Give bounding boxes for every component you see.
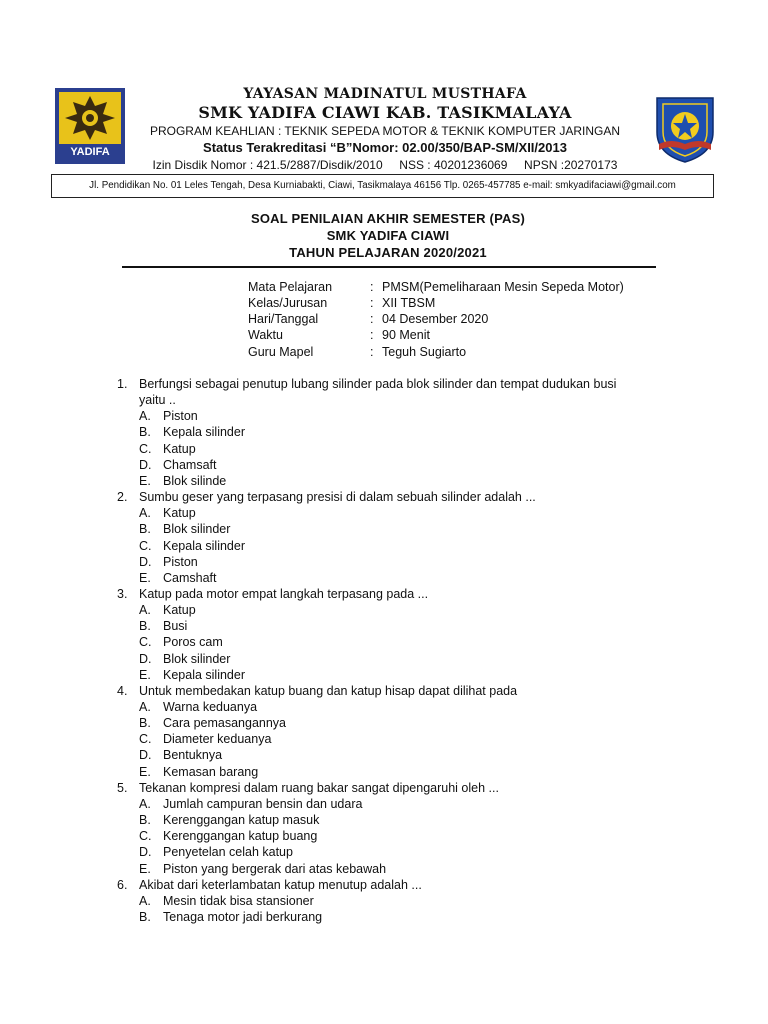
option-text: Bentuknya — [163, 748, 223, 763]
option-text: Tenaga motor jadi berkurang — [163, 909, 323, 924]
info-value: 04 Desember 2020 — [382, 312, 489, 326]
option-letter: D. — [139, 748, 152, 763]
option-letter: B. — [139, 619, 151, 634]
option-text: Katup — [163, 506, 196, 521]
permit-line: Izin Disdik Nomor : 421.5/2887/Disdik/2010 NSS : 40201236069 NPSN :20270173 — [152, 158, 618, 172]
exam-year: TAHUN PELAJARAN 2020/2021 — [289, 245, 487, 260]
option-letter: C. — [139, 829, 152, 844]
question-line: Berfungsi sebagai penutup lubang silinder pada blok silinder dan tempat dudukan busi — [139, 377, 617, 391]
option-text: Kerenggangan katup masuk — [163, 813, 320, 828]
option-letter: D. — [139, 651, 152, 666]
option-letter: B. — [139, 716, 151, 731]
option-letter: E. — [139, 473, 151, 488]
option-text: Kerenggangan katup buang — [163, 829, 318, 844]
option-text: Piston — [163, 409, 198, 424]
option-letter: A. — [139, 506, 151, 521]
option-letter: A. — [139, 700, 151, 714]
question-line: Akibat dari keterlambatan katup menutup adalah ... — [139, 877, 422, 892]
option-text: Poros cam — [163, 635, 223, 650]
question-number: 2. — [117, 490, 128, 505]
foundation-name: YAYASAN MADINATUL MUSTHAFA — [243, 86, 527, 102]
option-text: Penyetelan celah katup — [163, 845, 293, 860]
option-text: Katup — [163, 441, 196, 456]
address-box: Jl. Pendidikan No. 01 Leles Tengah, Desa Kurniabakti, Ciawi, Tasikmalaya 46156 Tlp. 0265-457785 e-mail: smkyadifaciawi@gmail.com — [51, 174, 714, 198]
option-text: Kepala silinder — [163, 538, 245, 553]
option-letter: E. — [139, 764, 151, 779]
title-divider — [122, 266, 656, 268]
option-text: Mesin tidak bisa stansioner — [163, 893, 314, 908]
option-letter: B. — [139, 909, 151, 924]
question-line: yaitu .. — [139, 393, 176, 408]
option-text: Warna keduanya — [163, 700, 258, 714]
option-text: Blok silinde — [163, 473, 227, 488]
info-value: 90 Menit — [382, 328, 430, 342]
school-name: SMK YADIFA CIAWI KAB. TASIKMALAYA — [198, 103, 572, 122]
option-text: Kepala silinder — [163, 425, 245, 440]
option-letter: C. — [139, 732, 152, 747]
option-text: Jumlah campuran bensin dan udara — [163, 796, 363, 811]
info-label: Guru Mapel — [248, 345, 314, 359]
option-letter: E. — [139, 861, 151, 876]
yadifa-logo-icon — [55, 88, 125, 164]
option-letter: A. — [139, 796, 151, 811]
option-text: Diameter keduanya — [163, 732, 272, 747]
option-text: Cara pemasangannya — [163, 716, 286, 731]
question-number: 3. — [117, 586, 128, 601]
government-crest-icon — [651, 92, 719, 164]
option-text: Kemasan barang — [163, 764, 259, 779]
question-number: 1. — [117, 377, 128, 391]
info-value: Teguh Sugiarto — [382, 345, 467, 359]
option-letter: A. — [139, 603, 151, 618]
logo-text: YADIFA — [70, 146, 110, 158]
option-text: Piston — [163, 554, 198, 569]
option-letter: E. — [139, 570, 151, 585]
question-line: Tekanan kompresi dalam ruang bakar sangat dipengaruhi oleh ... — [139, 780, 499, 795]
option-letter: C. — [139, 635, 152, 650]
exam-school: SMK YADIFA CIAWI — [326, 228, 450, 243]
program-line: PROGRAM KEAHLIAN : TEKNIK SEPEDA MOTOR & TEKNIK KOMPUTER JARINGAN — [149, 124, 621, 138]
option-text: Blok silinder — [163, 651, 231, 666]
accreditation-status: Status Terakreditasi “B”Nomor: 02.00/350/BAP-SM/XII/2013 — [203, 140, 567, 155]
option-letter: C. — [139, 538, 152, 553]
option-letter: C. — [139, 441, 152, 456]
option-text: Chamsaft — [163, 457, 217, 472]
option-text: Piston yang bergerak dari atas kebawah — [163, 861, 387, 876]
info-value: XII TBSM — [382, 296, 436, 310]
option-letter: A. — [139, 893, 151, 908]
option-letter: B. — [139, 522, 151, 537]
info-label: Hari/Tanggal — [248, 312, 319, 326]
info-label: Kelas/Jurusan — [248, 296, 328, 310]
question-number: 5. — [117, 780, 128, 795]
option-text: Katup — [163, 603, 196, 618]
info-label: Waktu — [248, 328, 283, 342]
info-value: PMSM(Pemeliharaan Mesin Sepeda Motor) — [382, 280, 624, 294]
info-label: Mata Pelajaran — [248, 280, 333, 294]
question-line: Sumbu geser yang terpasang presisi di dalam sebuah silinder adalah ... — [139, 490, 536, 505]
question-line: Untuk membedakan katup buang dan katup hisap dapat dilihat pada — [139, 683, 518, 698]
option-letter: D. — [139, 554, 152, 569]
option-letter: A. — [139, 409, 151, 424]
option-letter: B. — [139, 813, 151, 828]
question-number: 4. — [117, 683, 128, 698]
option-letter: B. — [139, 425, 151, 440]
option-text: Blok silinder — [163, 522, 231, 537]
option-letter: E. — [139, 667, 151, 682]
option-text: Camshaft — [163, 570, 217, 585]
question-line: Katup pada motor empat langkah terpasang pada ... — [139, 586, 429, 601]
option-text: Busi — [163, 619, 188, 634]
question-number: 6. — [117, 877, 128, 892]
option-text: Kepala silinder — [163, 667, 245, 682]
exam-title: SOAL PENILAIAN AKHIR SEMESTER (PAS) — [250, 211, 525, 226]
exam-page: YADIFA YAYASAN MADINATUL MUSTHAFA SMK YADIFA CIAWI KAB. TASIKMALAYA PROGRAM KEAHLIAN : TEKNIK SEPEDA MOTOR & TEKNIK KOMPUTER JARINGAN Status Terakreditasi “B”Nomor: 02.00/350/BAP-SM/XII/2013 Izin Disdik Nomor : 421.5/2887/Disdik/2010 NSS : 40201236069 NPSN :20270173 Jl. Pendidikan No. 01 Leles Tengah, Desa Kurniabakti, Ciawi, Tasikmalaya 46156 Tlp. 0265-457785 e-mail: smkyadifaciawi@gmail.com SOAL PENILAIAN AKHIR SEMESTER (PAS) SMK YADIFA CIAWI TAHUN PELAJARAN 2020/2021 Mata Pelajaran : PMSM(Pemeliharaan Mesin Sepeda Motor) Kelas/Jurusan : XII TBSM Hari/Tanggal : 04 Desember 2020 Waktu : 90 Menit Guru Mapel : Teguh Sugiarto 1. Berfungsi sebagai penutup lubang silinder pada blok silinder dan tempat dudukan busi yaitu .. A. Piston B. Kepala silinder C. Katup D. Chamsaft E. Blok silinde 2. Sumbu geser yang terpasang presisi di dalam sebuah silinder adalah ... A. Katup B. Blok silinder C. Kepala silinder D. Piston E. Camshaft 3. Katup pada motor empat langkah terpasang pada ... A. Katup B. Busi C. Poros cam D. Blok silinder E. Kepala silinder 4. Untuk membedakan katup buang dan katup hisap dapat dilihat pada A. Warna keduanya B. Cara pemasangannya C. Diameter keduanya D. Bentuknya E. Kemasan barang 5. Tekanan kompresi dalam ruang bakar sangat dipengaruhi oleh ... A. Jumlah campuran bensin dan udara B. Kerenggangan katup masuk C. Kerenggangan katup buang D. Penyetelan celah katup E. Piston yang bergerak dari atas kebawah 6. Akibat dari keterlambatan katup menutup adalah ... A. Mesin tidak bisa stansioner B. Tenaga motor jadi berkurang — [0, 0, 768, 1024]
option-letter: D. — [139, 845, 152, 860]
option-letter: D. — [139, 457, 152, 472]
